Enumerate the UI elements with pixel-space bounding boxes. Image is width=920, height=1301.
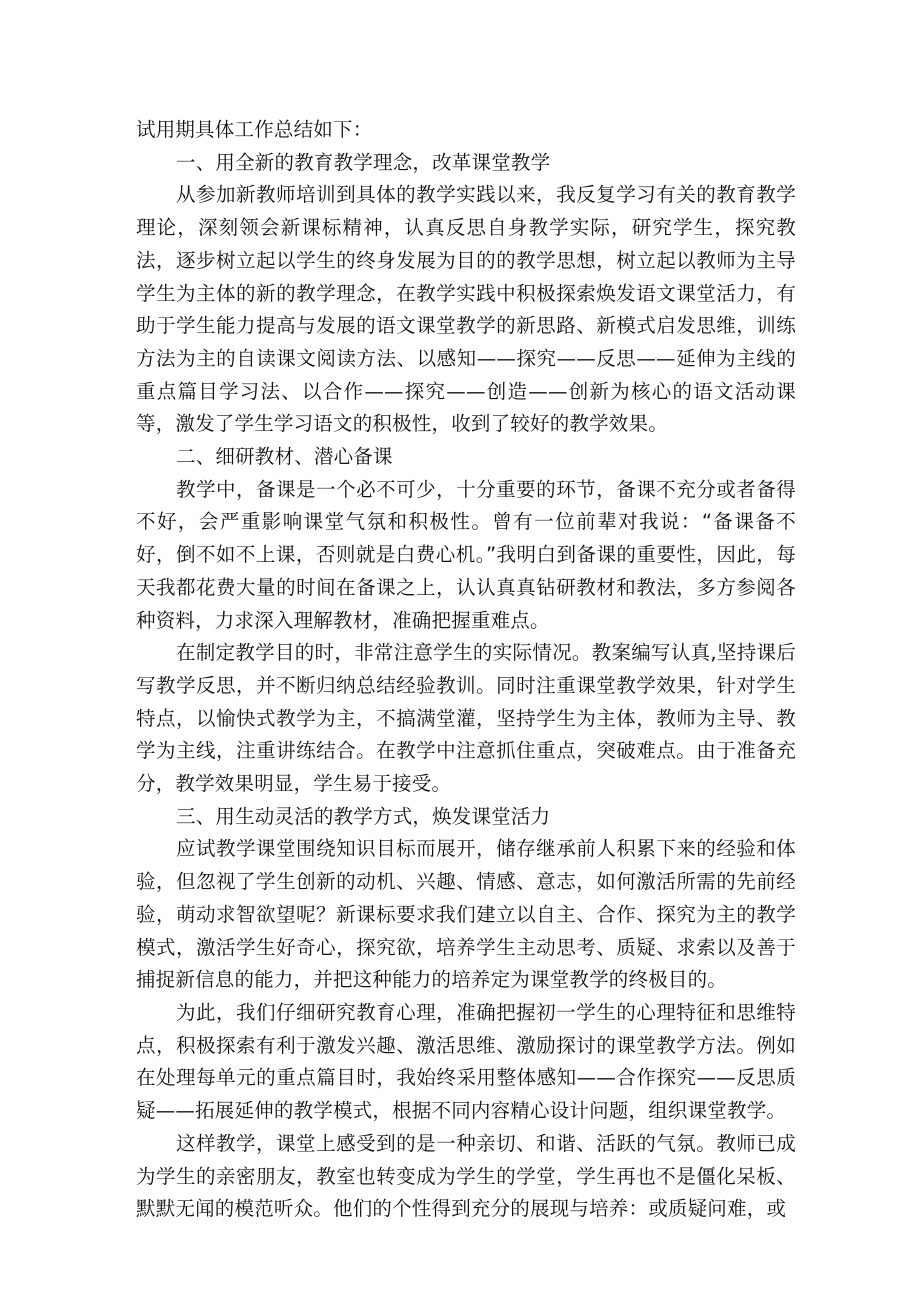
paragraph: 在制定教学目的时，非常注意学生的实际情况。教案编写认真,坚持课后写教学反思，并不断归纳总结经验教训。同时注重课堂教学效果，针对学生特点，以愉快式教学为主，不搞满堂灌，坚持学生为主体，教师为主导、教学为主线，注重讲练结合。在教学中注意抓住重点，突破难点。由于准备充分，教学效果明显，学生易于接受。 [136,641,796,796]
document-body [136,114,796,1226]
paragraph-intro: 试用期具体工作总结如下： [136,118,373,141]
paragraph: 应试教学课堂围绕知识目标而展开，储存继承前人积累下来的经验和体验，但忽视了学生创新的动机、兴趣、情感、意志，如何激活所需的先前经验，萌动求智欲望呢？新课标要求我们建立以自主、合作、探究为主的教学模式，激活学生好奇心，探究欲，培养学生主动思考、质疑、求索以及善于捕捉新信息的能力，并把这种能力的培养定为课堂教学的终极目的。 [136,837,796,992]
paragraph: 教学中，备课是一个必不可少，十分重要的环节，备课不充分或者备得不好，会严重影响课堂气氛和积极性。曾有一位前辈对我说：“备课备不好，倒不如不上课，否则就是白费心机。”我明白到备课的重要性，因此，每天我都花费大量的时间在备课之上，认认真真钻研教材和教法，多方参阅各种资料，力求深入理解教材，准确把握重难点。 [136,477,796,632]
paragraph: 为此，我们仔细研究教育心理，准确把握初一学生的心理特征和思维特点，积极探索有利于激发兴趣、激活思维、激励探讨的课堂教学方法。例如在处理每单元的重点篇目时，我始终采用整体感知——合作探究——反思质疑——拓展延伸的教学模式，根据不同内容精心设计问题，组织课堂教学。 [136,1000,796,1123]
section-heading-2: 二、细研教材、潜心备课 [176,445,393,469]
section-heading-3: 三、用生动灵活的教学方式，焕发课堂活力 [176,804,551,828]
section-heading-1: 一、用全新的教育教学理念，改革课堂教学 [176,150,551,174]
paragraph: 从参加新教师培训到具体的教学实践以来，我反复学习有关的教育教学理论，深刻领会新课标精神，认真反思自身教学实际，研究学生，探究教法，逐步树立起以学生的终身发展为目的的教学思想，树立起以教师为主导学生为主体的新的教学理念，在教学实践中积极探索焕发语文课堂活力，有助于学生能力提高与发展的语文课堂教学的新思路、新模式启发思维，训练方法为主的自读课文阅读方法、以感知——探究——反思——延伸为主线的重点篇目学习法、以合作——探究——创造——创新为核心的语文活动课等，激发了学生学习语文的积极性，收到了较好的教学效果。 [136,183,796,436]
paragraph: 这样教学，课堂上感受到的是一种亲切、和谐、活跃的气氛。教师已成为学生的亲密朋友，教室也转变成为学生的学堂，学生再也不是僵化呆板、默默无闻的模范听众。他们的个性得到充分的展现与培养：或质疑问难，或 [136,1131,796,1221]
